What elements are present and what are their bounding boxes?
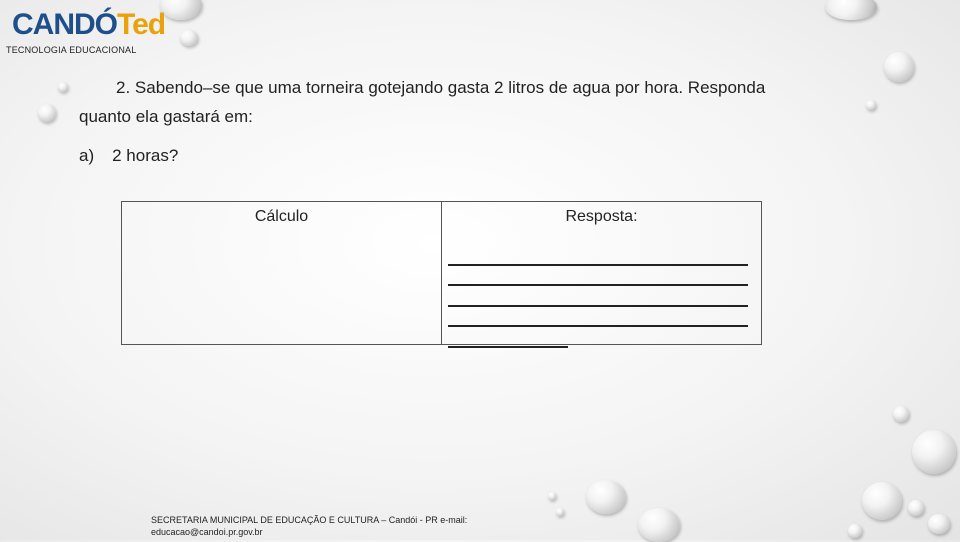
water-drop-decoration [908,500,924,516]
water-drop-decoration [884,52,914,82]
calculation-area[interactable] [122,202,442,344]
footer [151,514,467,538]
water-drop-decoration [586,480,626,514]
sub-question-letter: a) [79,146,95,165]
answer-line[interactable] [448,245,748,266]
water-drop-decoration [38,104,56,122]
water-drop-decoration [893,406,909,422]
footer-line2: educacao@candoi.pr.gov.br [151,527,263,537]
answer-table [121,201,762,345]
answer-lines [448,245,748,348]
answer-header: Resposta: [565,208,638,225]
water-drop-decoration [912,430,956,474]
water-drop-decoration [58,82,68,92]
logo-name-accent: Ted [117,8,166,41]
water-drop-decoration [848,524,862,538]
water-drop-decoration [862,482,902,520]
water-drop-decoration [180,30,198,46]
question-text-line2: quanto ela gastará em: [79,107,253,126]
water-drop-decoration [825,0,877,20]
answer-line[interactable] [448,327,568,348]
logo [4,4,166,56]
answer-line[interactable] [448,286,748,307]
water-drop-decoration [548,492,556,500]
sub-question [79,146,178,166]
water-drop-decoration [160,0,202,20]
water-drop-decoration [556,508,564,516]
footer-line1: SECRETARIA MUNICIPAL DE EDUCAÇÃO E CULTURA – Candói - PR e-mail: [151,515,468,525]
answer-line[interactable] [448,307,748,328]
answer-line[interactable] [448,266,748,287]
sub-question-text: 2 horas? [112,146,179,165]
logo-wordmark [12,8,165,42]
water-drop-decoration [928,514,950,534]
water-drop-decoration [866,100,876,110]
calculation-header: Cálculo [254,208,309,225]
logo-tagline: TECNOLOGIA EDUCACIONAL [6,45,137,55]
question-text-line1: 2. Sabendo–se que uma torneira gotejando gasta 2 litros de agua por hora. Responda [116,78,766,97]
water-drop-decoration [638,508,680,542]
logo-name-main: CANDÓ [12,8,117,41]
answer-area[interactable] [442,202,761,344]
